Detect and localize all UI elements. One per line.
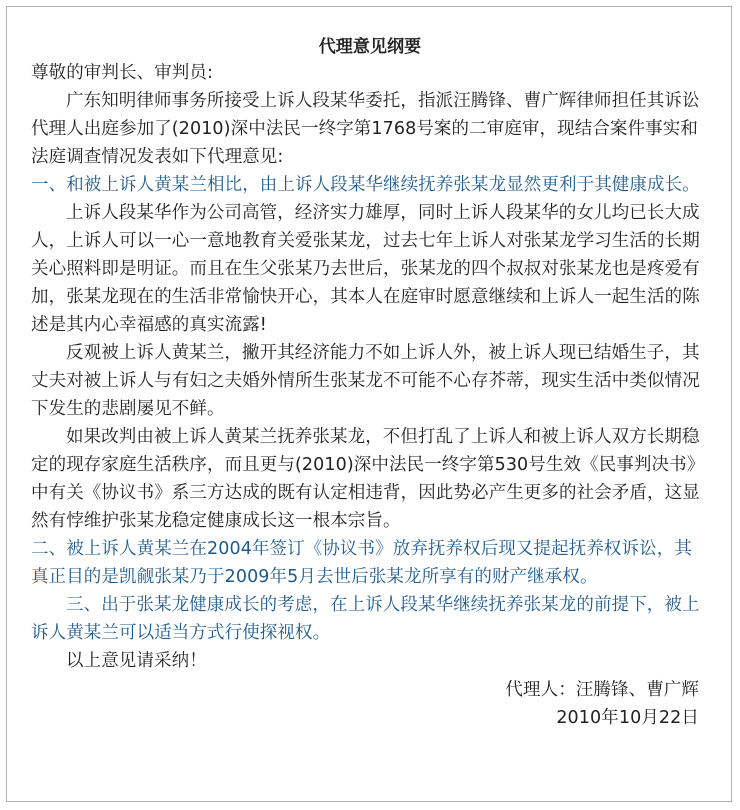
- closing-line: 以上意见请采纳！: [66, 651, 207, 671]
- paragraph-1: 上诉人段某华作为公司高管，经济实力雄厚，同时上诉人段某华的女儿均已长大成人，上诉人可以一心一意地教育关爱张某龙，过去七年上诉人对张某龙学习生活的长期关心照料即是明证。而且在生父张某乃去世后，张某龙的四个叔叔对张某龙也是疼爱有加，张某龙现在的生活非常愉快开心，其本人在庭审时愿意继续和上诉人一起生活的陈述是其内心幸福感的真实流露!: [31, 203, 700, 335]
- section-heading-1: 一、和被上诉人黄某兰相比，由上诉人段某华继续抚养张某龙显然更利于其健康成长。: [31, 175, 700, 195]
- paragraph-3: 如果改判由被上诉人黄某兰抚养张某龙，不但打乱了上诉人和被上诉人双方长期稳定的现存家庭生活秩序，而且更与(2010)深中法民一终字第530号生效《民事判决书》中有关《协议书》系三方达成的既有认定相违背，因此势必产生更多的社会矛盾，这显然有悖维护张某龙稳定健康成长这一根本宗旨。: [31, 427, 705, 531]
- document-title: 代理意见纲要: [318, 37, 422, 57]
- salutation: 尊敬的审判长、审判员:: [31, 63, 213, 83]
- signature-line: 代理人：汪腾锋、曹广辉: [505, 680, 699, 700]
- paragraph-2: 反观被上诉人黄某兰，撇开其经济能力不如上诉人外，被上诉人现已结婚生子，其丈夫对被上诉人与有妇之夫婚外情所生张某龙不可能不心存芥蒂，现实生活中类似情况下发生的悲剧屡见不鲜。: [31, 343, 700, 419]
- section-heading-2: 二、被上诉人黄某兰在2004年签订《协议书》放弃抚养权后现又提起抚养权诉讼，其真正目的是凯觎张某乃于2009年5月去世后张某龙所享有的财产继承权。: [31, 539, 692, 587]
- document-body: [31, 31, 709, 732]
- document-page: [6, 6, 732, 802]
- date-line: 2010年10月22日: [556, 708, 699, 728]
- intro-paragraph: 广东知明律师事务所接受上诉人段某华委托，指派汪腾锋、曹广辉律师担任其诉讼代理人出庭参加了(2010)深中法民一终字第1768号案的二审庭审，现结合案件事实和法庭调查情况发表如下代理意见:: [31, 91, 700, 167]
- section-heading-3: 三、出于张某龙健康成长的考虑，在上诉人段某华继续抚养张某龙的前提下，被上诉人黄某兰可以适当方式行使探视权。: [31, 595, 700, 643]
